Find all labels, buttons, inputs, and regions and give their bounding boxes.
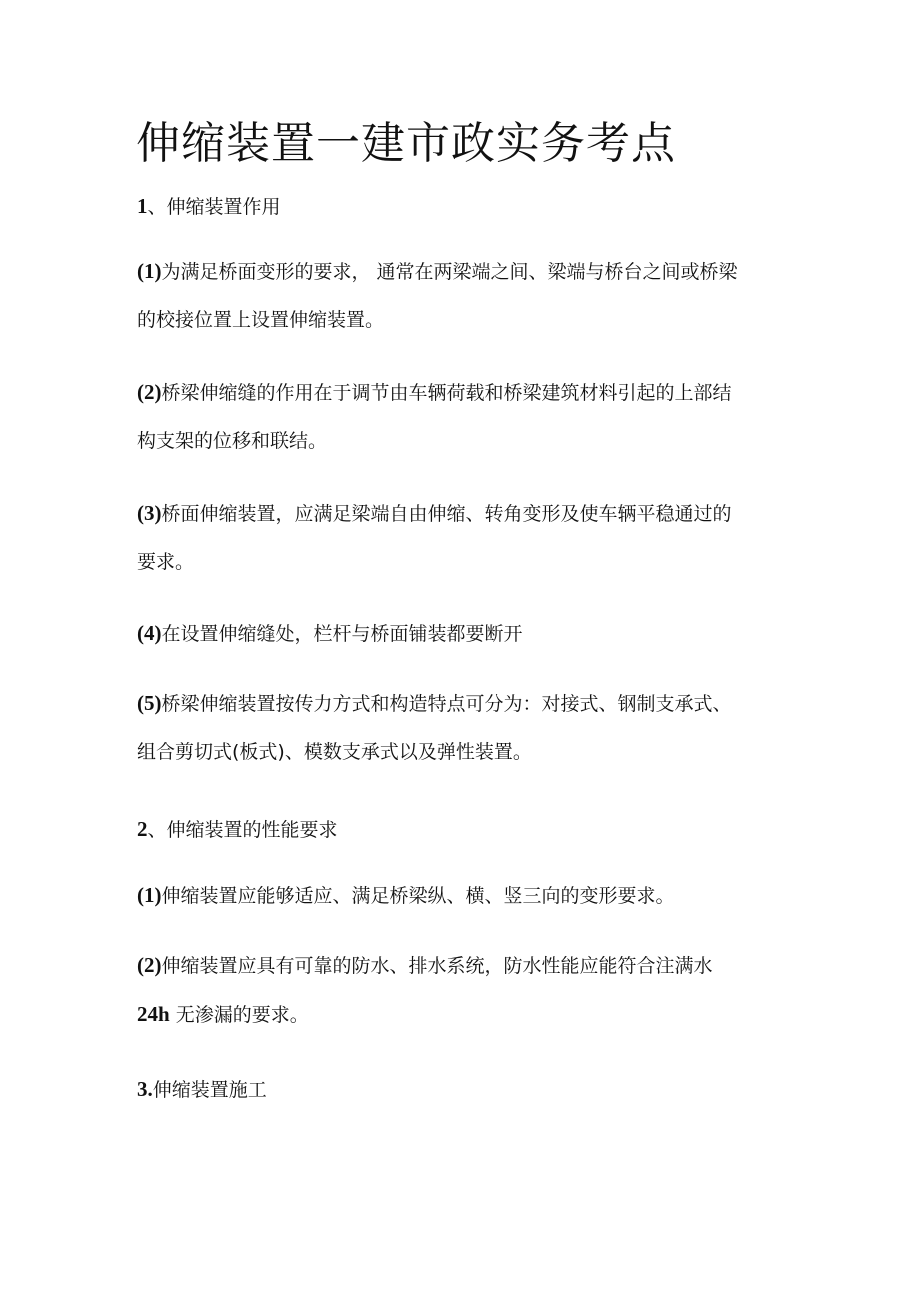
item-text: 桥梁伸缩装置按传力方式和构造特点可分为：对接式、钢制支承式、 [161, 693, 732, 715]
item-text: 伸缩装置应具有可靠的防水、排水系统，防水性能应能符合注满水 [161, 955, 713, 977]
paragraph-2-2-line-2 [137, 1001, 309, 1028]
item-number: (2) [137, 380, 162, 404]
paragraph-2-2-line-1 [137, 952, 713, 979]
item-text: 在设置伸缩缝处，栏杆与桥面铺装都要断开 [161, 623, 523, 645]
paragraph-1-5-line-1 [137, 690, 732, 717]
paragraph-1-3-line-2: 要求。 [137, 551, 195, 573]
item-number: (2) [137, 953, 162, 977]
item-text: 桥梁伸缩缝的作用在于调节由车辆荷载和桥梁建筑材料引起的上部结 [161, 382, 732, 404]
item-text: 伸缩装置应能够适应、满足桥梁纵、横、竖三向的变形要求。 [161, 885, 675, 907]
paragraph-1-4-line-1 [137, 620, 523, 647]
paragraph-2-1-line-1 [137, 882, 675, 909]
item-text: 桥面伸缩装置，应满足梁端自由伸缩、转角变形及使车辆平稳通过的 [161, 503, 732, 525]
section-heading-3 [137, 1076, 267, 1103]
section-title-2: 、伸缩装置的性能要求 [147, 819, 338, 841]
item-text: 无渗漏的要求。 [169, 1004, 309, 1026]
paragraph-1-5-line-2: 组合剪切式(板式)、模数支承式以及弹性装置。 [137, 741, 532, 763]
item-number: (5) [137, 691, 162, 715]
section-number-3: 3. [137, 1077, 153, 1101]
paragraph-1-2-line-2: 构支架的位移和联结。 [137, 430, 328, 452]
value-24h: 24h [137, 1002, 170, 1026]
section-heading-2 [137, 816, 338, 843]
section-title-1: 、伸缩装置作用 [147, 196, 281, 218]
section-title-3: 伸缩装置施工 [152, 1079, 267, 1101]
item-number: (1) [137, 883, 162, 907]
item-text: 为满足桥面变形的要求， 通常在两梁端之间、梁端与桥台之间或桥梁 [161, 261, 738, 283]
paragraph-1-1-line-1 [137, 258, 738, 285]
item-number: (1) [137, 259, 162, 283]
item-number: (4) [137, 621, 162, 645]
document-title: 伸缩装置一建市政实务考点 [136, 118, 676, 169]
paragraph-1-3-line-1 [137, 500, 732, 527]
item-number: (3) [137, 501, 162, 525]
paragraph-1-1-line-2: 的校接位置上设置伸缩装置。 [137, 309, 385, 331]
paragraph-1-2-line-1 [137, 379, 732, 406]
section-number-1: 1 [137, 194, 148, 218]
section-heading-1 [137, 193, 281, 220]
section-number-2: 2 [137, 817, 148, 841]
